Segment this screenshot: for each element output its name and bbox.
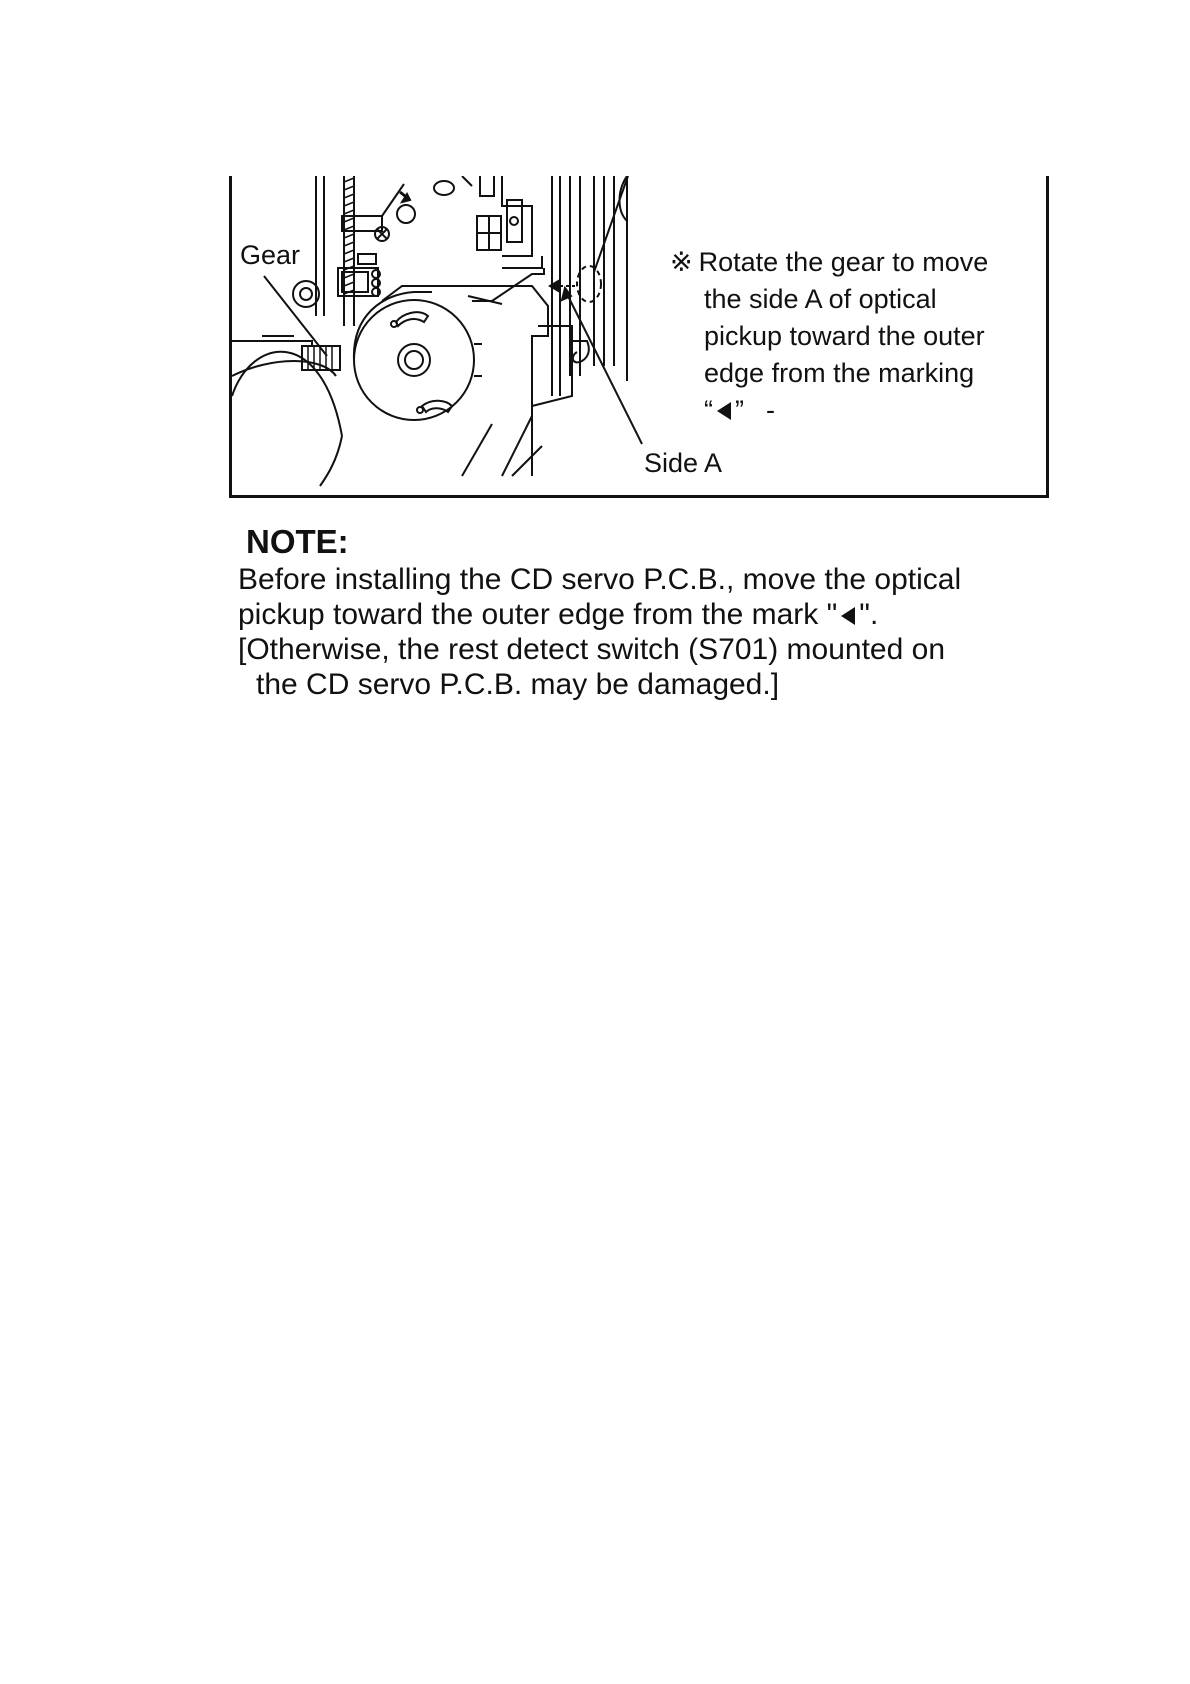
note-line: Before installing the CD servo P.C.B., move the optical [238,563,962,596]
instruction-line: the side A of optical [704,284,937,314]
note-body [238,562,1098,702]
rotation-instruction [670,244,1049,429]
note-section [238,522,1098,702]
note-line: the CD servo P.C.B. may be damaged.] [256,668,780,701]
left-triangle-icon [841,607,855,625]
left-triangle-icon [717,402,731,420]
instruction-line: pickup toward the outer [704,321,985,351]
instruction-marking-line: “ ” - [704,395,775,425]
instruction-line: ※ Rotate the gear to move [670,247,989,277]
reference-mark: ※ [670,247,693,277]
instruction-leader-line [594,176,628,272]
instruction-line: edge from the marking [704,358,975,388]
mechanism-diagram [229,176,1049,498]
note-line: pickup toward the outer edge from the mark " ". [238,598,879,631]
side-a-label: Side A [644,448,723,478]
gear-label: Gear [240,240,301,270]
note-line: [Otherwise, the rest detect switch (S701) mounted on [238,633,946,666]
note-title: NOTE: [246,523,349,560]
